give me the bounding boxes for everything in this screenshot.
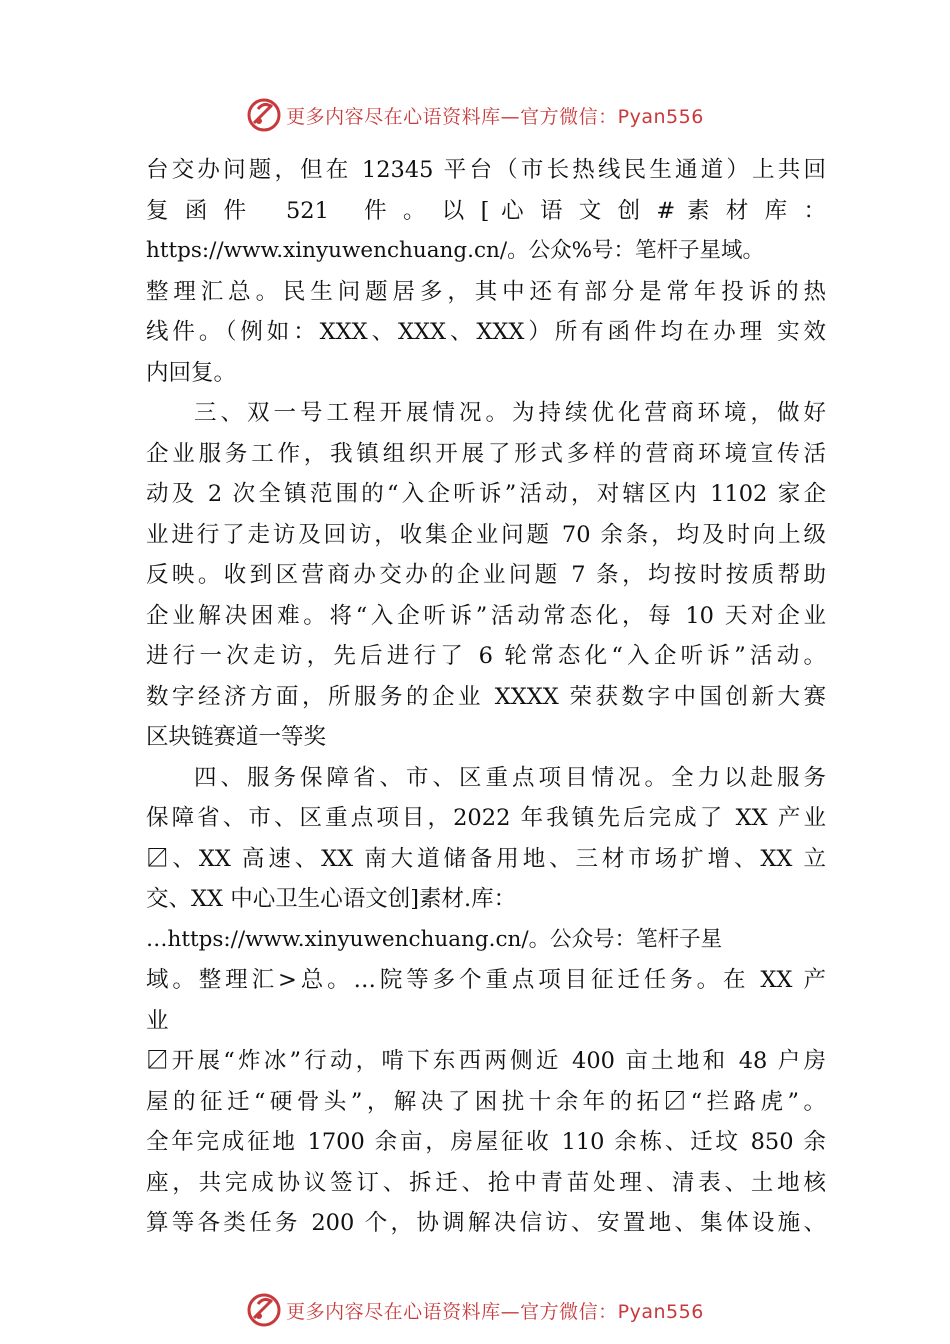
text-line: 进行一次走访，先后进行了 6 轮常态化“入企听诉”活动。 (146, 643, 826, 669)
text-line: 四、服务保障省、市、区重点项目情况。全力以赴服务 (194, 764, 826, 791)
seal-logo-icon (246, 1292, 282, 1328)
footer-banner-text: 更多内容尽在心语资料库—官方微信： (286, 1300, 618, 1323)
document-body (146, 150, 826, 1244)
text-line: 动及 2 次全镇范围的“入企听诉”活动，对辖区内 1102 家企 (146, 481, 826, 507)
text-line: 保障省、市、区重点项目，2022 年我镇先后完成了 XX 产业 (146, 805, 826, 831)
seal-logo-icon (246, 97, 282, 133)
text-line: 〼、XX 高速、XX 南大道储备用地、三材市场扩增、XX 立 (146, 845, 826, 872)
text-line: 座，共完成协议签订、拆迁、抢中青苗处理、清表、土地核 (146, 1169, 826, 1196)
text-line: 内回复。 (146, 359, 237, 386)
text-line: 三、双一号工程开展情况。为持续优化营商环境，做好 (194, 400, 826, 426)
text-line: 域。整理汇>总。…院等多个重点项目征迁任务。在 XX 产 (146, 967, 826, 993)
text-line: 业 (146, 1007, 169, 1034)
text-line: …https://www.xinyuwenchuang.cn/。公众号：笔杆子星 (146, 926, 723, 952)
footer-banner-account: Pyan556 (617, 1300, 704, 1323)
text-line: 屋的征迁“硬骨头”，解决了困扰十余年的拓〼“拦路虎”。 (146, 1088, 826, 1115)
text-line: 复 函 件 521 件 。 以 [ 心 语 文 创 # 素 材 库 ： (146, 197, 826, 224)
text-line: 交、XX 中心卫生心语文创]素材.库： (146, 886, 517, 912)
text-line: 企业服务工作，我镇组织开展了形式多样的营商环境宣传活 (146, 440, 826, 467)
header-banner-account: Pyan556 (617, 105, 704, 128)
text-line: 数字经济方面，所服务的企业 XXXX 荣获数字中国创新大赛 (146, 683, 826, 710)
text-line: 算等各类任务 200 个，协调解决信访、安置地、集体设施、 (146, 1210, 826, 1236)
text-line: 整理汇总。民生问题居多，其中还有部分是常年投诉的热 (146, 278, 826, 305)
text-line: 企业解决困难。将“入企听诉”活动常态化，每 10 天对企业 (146, 602, 826, 629)
text-line: 业进行了走访及回访，收集企业问题 70 余条，均及时向上级 (146, 521, 826, 548)
text-line: 全年完成征地 1700 余亩，房屋征收 110 余栋、迁坟 850 余 (146, 1129, 826, 1155)
text-line: 〼开展“炸冰”行动，啃下东西两侧近 400 亩土地和 48 户房 (146, 1048, 826, 1074)
text-line: 线件。（例如：XXX、XXX、XXX）所有函件均在办理 实效 (146, 319, 826, 345)
header-banner (0, 95, 950, 135)
header-banner-text: 更多内容尽在心语资料库—官方微信： (286, 105, 618, 128)
text-line: https://www.xinyuwenchuang.cn/。公众%号：笔杆子星域。 (146, 238, 765, 263)
text-line: 台交办问题，但在 12345 平台（市长热线民生通道）上共回 (146, 157, 826, 183)
footer-banner (0, 1290, 950, 1330)
text-line: 反映。收到区营商办交办的企业问题 7 条，均按时按质帮助 (146, 562, 826, 588)
text-line: 区块链赛道一等奖 (146, 724, 327, 750)
